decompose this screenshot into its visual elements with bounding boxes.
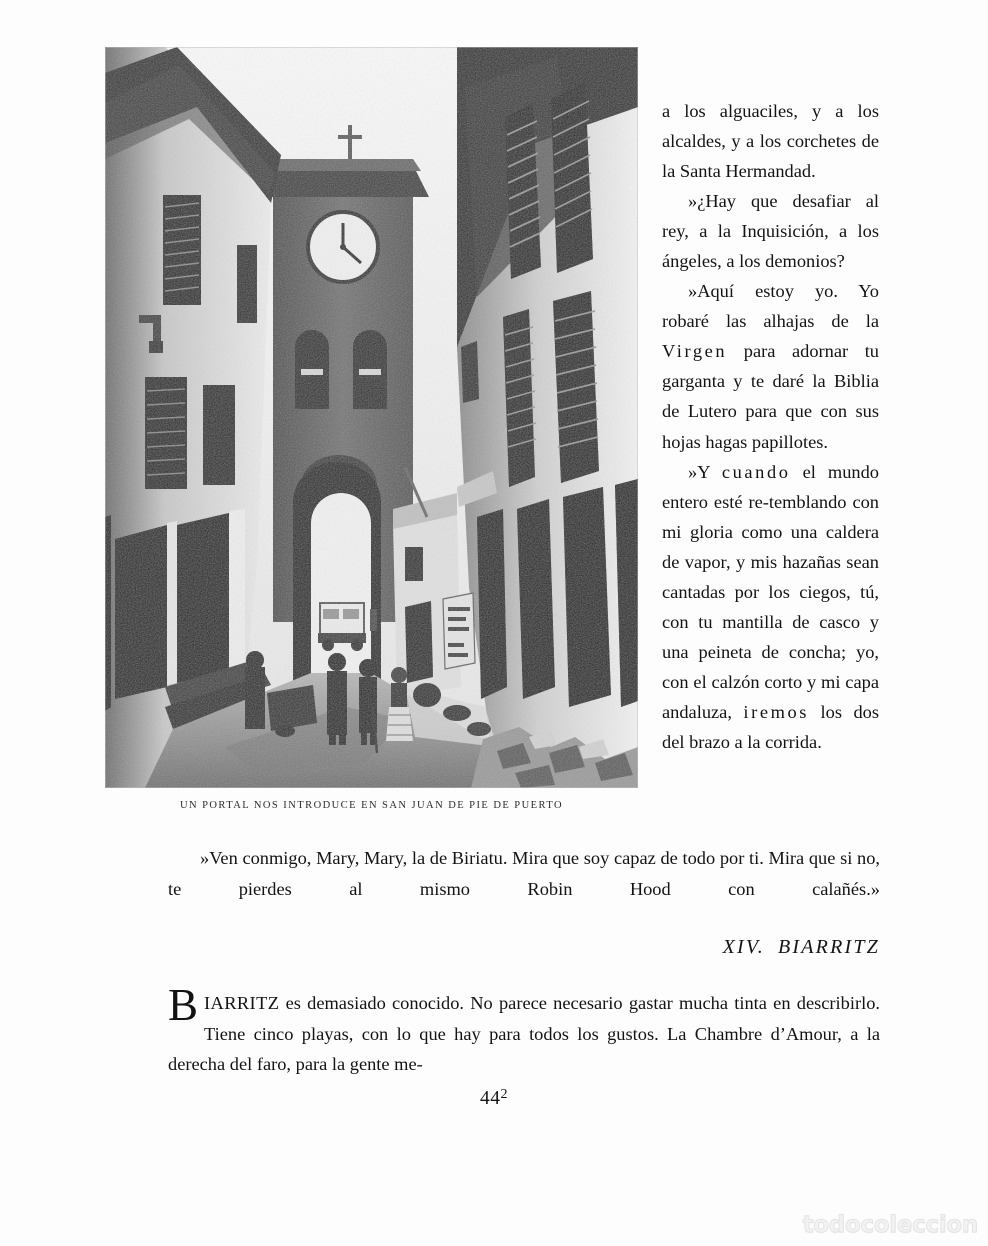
side-paragraph xyxy=(662,96,879,186)
text-run: iremos xyxy=(743,701,810,722)
photograph xyxy=(105,47,638,788)
text-run: cuando xyxy=(721,461,791,482)
text-run: los dos del brazo a la corrida. xyxy=(662,701,879,752)
text-run: a los alguaciles, y a los alcaldes, y a los corchetes de la Santa Hermandad. xyxy=(662,101,879,182)
paragraph-biarritz xyxy=(168,980,880,1080)
drop-cap: B xyxy=(168,980,199,1030)
folio-superscript: 2 xyxy=(500,1086,508,1102)
side-text-column xyxy=(662,96,879,757)
section-numeral: XIV. xyxy=(722,936,765,958)
text-run: »Y xyxy=(688,461,722,482)
section-heading xyxy=(168,936,880,959)
opening-smallcaps: IARRITZ xyxy=(204,993,280,1013)
photo-frame xyxy=(105,47,638,788)
side-paragraph xyxy=(662,276,879,456)
paragraph-mary: »Ven conmigo, Mary, Mary, la de Biriatu. Mira que soy capaz de todo por ti. Mira que si no, te pierdes al mismo Robin Hood con calañés.» xyxy=(168,848,880,899)
text-run: Virgen xyxy=(662,341,728,362)
side-paragraph xyxy=(662,186,879,276)
photo-caption: UN PORTAL NOS INTRODUCE EN SAN JUAN DE PIE DE PUERTO xyxy=(179,800,564,811)
page-number xyxy=(0,1086,988,1110)
section-title: BIARRITZ xyxy=(777,936,880,958)
text-run: »¿Hay que desafiar al rey, a la Inquisición, a los ángeles, a los demonios? xyxy=(662,191,879,272)
biarritz-body-text: es demasiado conocido. No parece necesario gastar mucha tinta en describirlo. Tiene cinco playas, con lo que hay para todos los gustos. La Chambre d’Amour, a la derecha del faro, para la gente me- xyxy=(168,993,880,1074)
text-run: el mundo entero esté re-temblando con mi gloria como una caldera de vapor, y mis hazañas sean cantadas por los ciegos, tú, con tu mantilla de casco y una peineta de concha; yo, con el calzón corto y mi capa andaluza, xyxy=(662,461,879,722)
text-run: para adornar tu garganta y te daré la Biblia de Lutero para que con sus hojas hagas papillotes. xyxy=(662,341,879,452)
watermark: todocoleccion xyxy=(802,1212,978,1238)
text-run: »Aquí estoy yo. Yo robaré las alhajas de la xyxy=(662,281,879,332)
side-paragraph xyxy=(662,457,879,757)
street-scene-illustration xyxy=(105,47,638,788)
folio-digits: 44 xyxy=(479,1087,501,1109)
